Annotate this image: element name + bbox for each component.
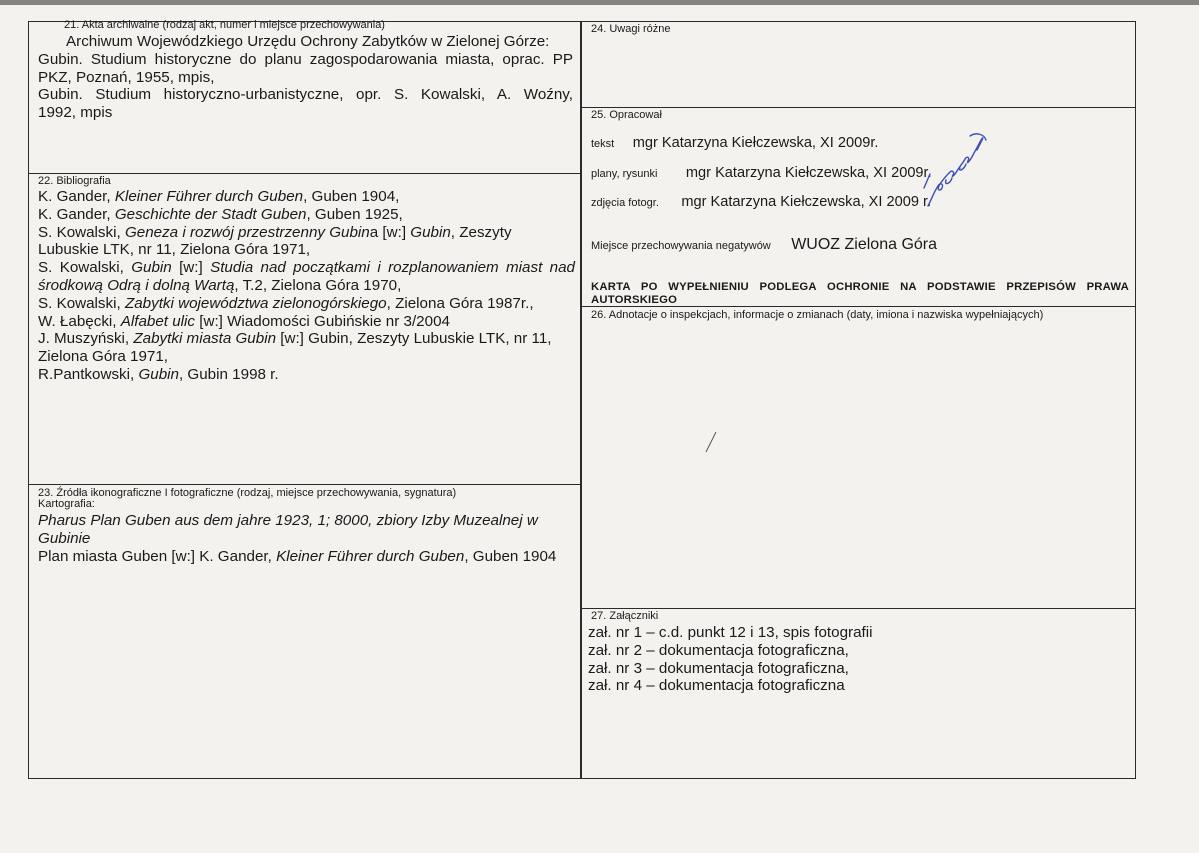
section-22-header: 22. Bibliografia (38, 175, 111, 187)
bibliography-entry: S. Kowalski, Gubin [w:] Studia nad początkami i rozplanowaniem miast nad środkową Odrą i dolną Wartą, T.2, Zielona Góra 1970, (38, 259, 575, 294)
bibliography-entry: W. Łabęcki, Alfabet ulic [w:] Wiadomości Gubińskie nr 3/2004 (38, 312, 450, 330)
bibliography-entry: J. Muszyński, Zabytki miasta Gubin [w:] Gubin, Zeszyty Lubuskie LTK, nr 11, Zielona Góra 1971, (38, 330, 552, 366)
archive-line-3: PKZ, Poznań, 1955, mpis, (38, 68, 215, 86)
archive-line-5: 1992, mpis (38, 104, 113, 122)
divider-25-26 (580, 306, 1136, 307)
section-21-header: 21. Akta archiwalne (rodzaj akt, numer i miejsce przechowywania) (64, 19, 385, 31)
attachment-item: zał. nr 4 – dokumentacja fotograficzna (588, 677, 845, 695)
bibliography-entry: S. Kowalski, Zabytki województwa zielonogórskiego, Zielona Góra 1987r., (38, 294, 534, 312)
bibliography-entry: K. Gander, Kleiner Führer durch Guben, Guben 1904, (38, 188, 400, 205)
bibliography-list (38, 188, 575, 384)
author-row-photos: zdjęcia fotogr. mgr Katarzyna Kiełczewska, XI 2009 r. (591, 194, 932, 210)
archive-line-2: Gubin. Studium historyczne do planu zagospodarowania miasta, oprac. PP (38, 50, 573, 68)
bibliography-entry: S. Kowalski, Geneza i rozwój przestrzenny Gubina [w:] Gubin, Zeszyty Lubuskie LTK, nr 11, Zielona Góra 1971, (38, 223, 512, 259)
divider-26-27 (580, 608, 1136, 609)
attachments-list (588, 624, 1128, 695)
handwritten-signature (920, 128, 990, 210)
author-row-plans: plany, rysunki mgr Katarzyna Kiełczewska, XI 2009r. (591, 165, 932, 181)
attachment-item: zał. nr 2 – dokumentacja fotograficzna, (588, 641, 849, 659)
divider-24-25 (580, 107, 1136, 108)
section-26-header: 26. Adnotacje o inspekcjach, informacje o zmianach (daty, imiona i nazwiska wypełniających) (591, 309, 1044, 321)
section-23-header: 23. Źródła ikonograficzne I fotograficzne (rodzaj, miejsce przechowywania, sygnatura) (38, 487, 457, 499)
divider-22-23 (28, 484, 581, 485)
negatives-location: Miejsce przechowywania negatywów WUOZ Zielona Góra (591, 236, 938, 253)
attachment-item: zał. nr 3 – dokumentacja fotograficzna, (588, 659, 849, 677)
section-23-content (38, 512, 575, 565)
archive-line-1: Archiwum Wojewódzkiego Urzędu Ochrony Zabytków w Zielonej Górze: (66, 33, 550, 50)
column-divider (580, 21, 582, 779)
section-27-header: 27. Załączniki (591, 610, 659, 622)
cartography-label: Kartografia: (38, 498, 95, 510)
pen-mark (700, 430, 720, 454)
iconography-entry-1: Pharus Plan Guben aus dem jahre 1923, 1; 8000, zbiory Izby Muzealnej w Gubinie (38, 512, 538, 547)
section-24-header: 24. Uwagi różne (591, 23, 671, 35)
scan-top-edge (0, 0, 1199, 5)
section-25-header: 25. Opracował (591, 109, 662, 121)
iconography-entry-2: Plan miasta Guben [w:] K. Gander, Kleiner Führer durch Guben, Guben 1904 (38, 547, 557, 565)
bibliography-entry: K. Gander, Geschichte der Stadt Guben, Guben 1925, (38, 205, 403, 223)
copyright-statement: KARTA PO WYPEŁNIENIU PODLEGA OCHRONIE NA PODSTAWIE PRZEPISÓW PRAWA AUTORSKIEGO (591, 281, 1129, 306)
archive-line-4: Gubin. Studium historyczno-urbanistyczne, opr. S. Kowalski, A. Woźny, (38, 86, 573, 104)
section-21-content (38, 33, 573, 122)
attachment-item: zał. nr 1 – c.d. punkt 12 i 13, spis fotografii (588, 624, 873, 641)
author-row-text: tekst mgr Katarzyna Kiełczewska, XI 2009r. (591, 135, 879, 151)
bibliography-entry: R.Pantkowski, Gubin, Gubin 1998 r. (38, 365, 279, 383)
signature-ink-strokes (924, 134, 986, 206)
